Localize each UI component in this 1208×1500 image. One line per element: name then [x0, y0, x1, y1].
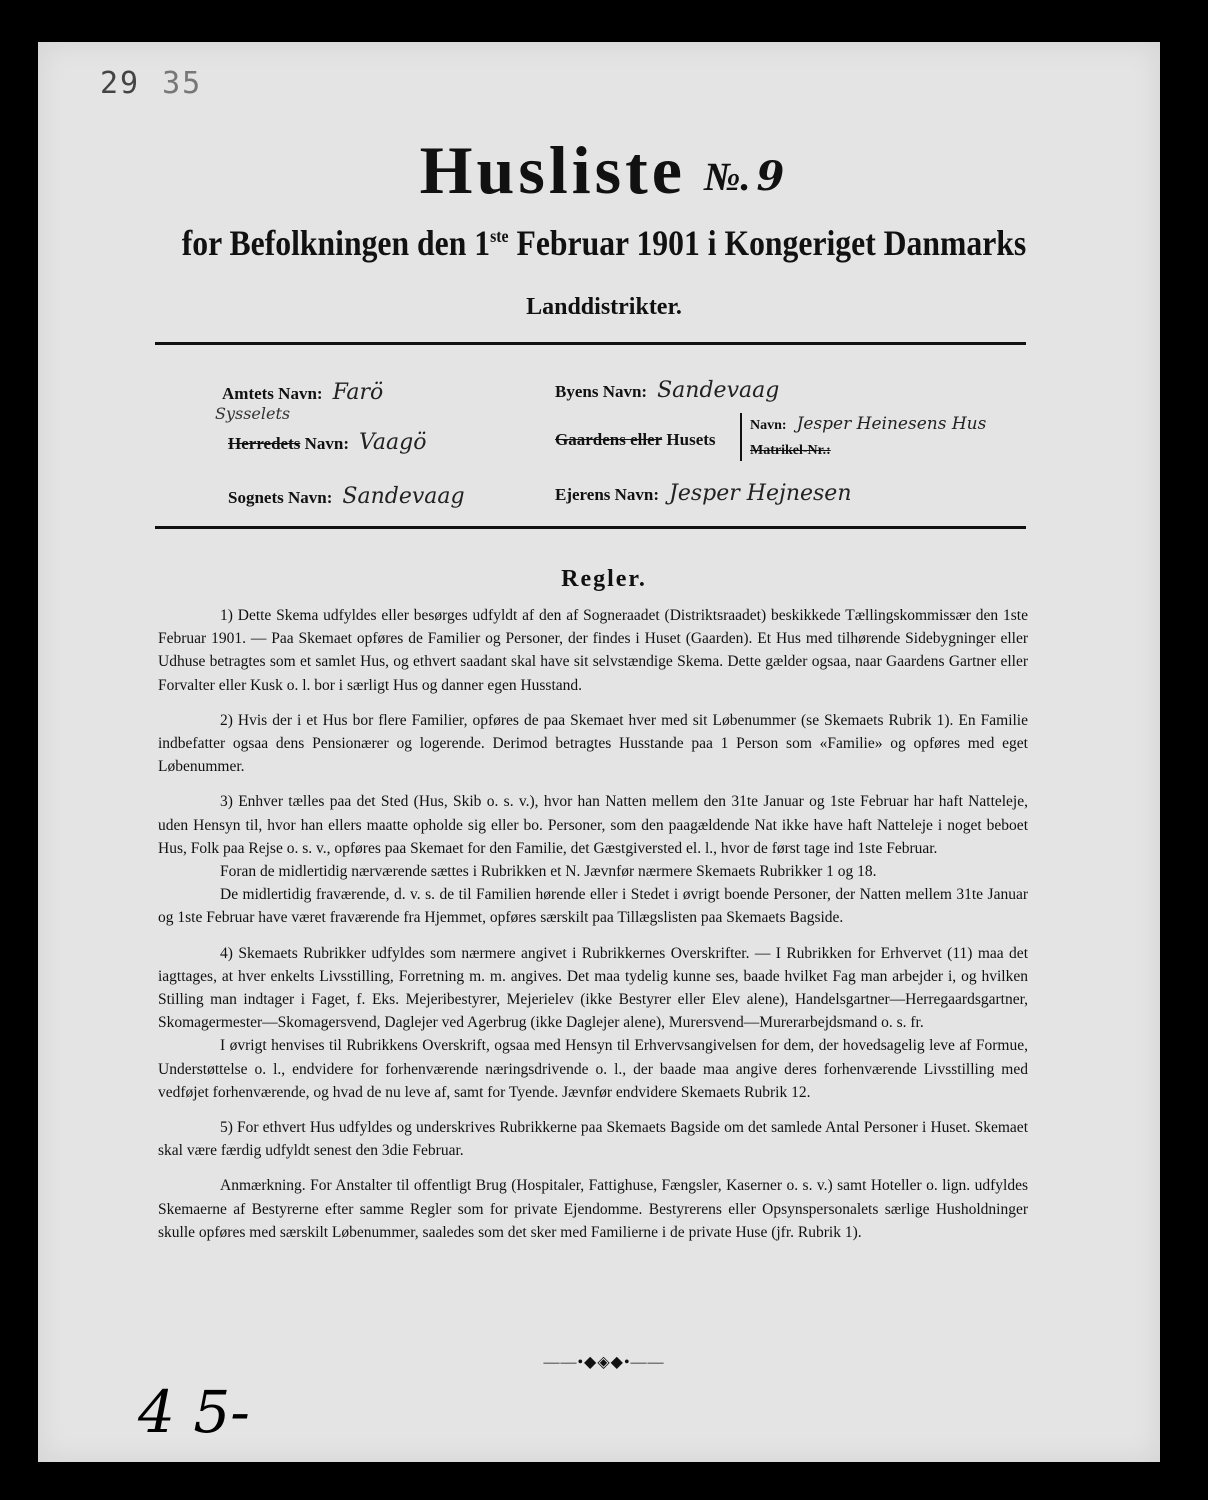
- husets-label: Husets: [666, 430, 716, 449]
- rule-4b-text: I øvrigt henvises til Rubrikkens Overskrift, ogsaa med Hensyn til Erhvervsangivelsen for dem, der hovedsagelig leve af Formue, Understøttelse o. l., endvidere for forhenværende næringsdrivende o. l., der baade maa angive deres forhenværende Livsstilling med vedføjet forhenværende, og hvad de nu leve af, samt for Tyende. Jævnfør endvidere Skemaets Rubrik 12.: [158, 1037, 1028, 1101]
- divider-top: [155, 342, 1026, 345]
- amt-label: Amtets Navn:: [222, 384, 323, 403]
- field-hus-navn: [750, 414, 986, 434]
- amt-value: Farö: [332, 380, 384, 405]
- rule-1-text: 1) Dette Skema udfyldes eller besørges udfyldt af den af Sogneraadet (Distriktsraadet) beskikkede Tællingskommissær den 1ste Februar 1901. — Paa Skemaet opføres de Familier og Personer, der findes i Huset (Gaarden). Et Hus med tilhørende Sidebygninger eller Udhuse betragtes som et samlet Hus, og ethvert saadant skal have sit selvstændige Skema. Dette gælder ogsaa, naar Gaardens Gartner eller Forvalter eller Kusk o. l. bor i særligt Hus og danner egen Husstand.: [158, 607, 1028, 694]
- handwritten-count: 4 5-: [138, 1378, 250, 1446]
- district-heading: Landdistrikter.: [526, 294, 682, 320]
- rule-paragraph: [158, 790, 1028, 860]
- archive-number-2: 35: [162, 66, 203, 101]
- rule-paragraph: [158, 1116, 1028, 1162]
- rule-4-text: 4) Skemaets Rubrikker udfyldes som nærmere angivet i Rubrikkernes Overskrifter. — I Rubrikken for Erhvervet (11) maa det iagttages, at hver enkelts Livsstilling, Forretning m. m. angives. Det maa tydelig kunne ses, baade hvilket Fag man arbejder i, og hvilken Stilling man indtager i Faget, f. Eks. Mejeribestyrer, Mejerielev (ikke Bestyrer eller Elev alene), Handelsgartner—Herregaardsgartner, Skomagermester—Skomagersvend, Daglejer ved Agerbrug (ikke Daglejer alene), Murersvend—Murerarbejdsmand o. s. fr.: [158, 944, 1028, 1032]
- sogn-label: Sognets Navn:: [228, 488, 333, 507]
- rule-3c-text: De midlertidig fraværende, d. v. s. de til Familien hørende eller i Stedet i øvrigt boende Personer, der Natten mellem 31te Januar og 1ste Februar have været fraværende fra Hjemmet, opføres særskilt paa Tillægslisten paa Skemaets Bagside.: [158, 886, 1028, 927]
- note-text: Anmærkning. For Anstalter til offentligt Brug (Hospitaler, Fattighuse, Fængsler, Kaserner o. s. v.) samt Hoteller o. lign. udfyldes Skemaerne af Bestyrerne efter samme Regler som for private Ejendomme. Bestyrerens eller Opsynspersonalets særlige Husholdninger skulle opføres med særskilt Løbenummer, saaledes som det sker med Familierne i de private Huse (jfr. Rubrik 1).: [158, 1177, 1028, 1241]
- rule-5-text: 5) For ethvert Hus udfyldes og underskrives Rubrikkerne paa Skemaets Bagside om det samlede Antal Personer i Huset. Skemaet skal være færdig udfyldt senest den 3die Februar.: [158, 1119, 1028, 1160]
- divider-bottom: [155, 526, 1026, 529]
- herred-label-struck: Herredets: [228, 434, 301, 453]
- subtitle-part-1: for Befolkningen den 1: [181, 223, 491, 263]
- rule-paragraph: [158, 883, 1028, 929]
- note-paragraph: [158, 1174, 1028, 1244]
- archive-number-1: 29: [100, 66, 141, 101]
- ejer-value: Jesper Hejnesen: [669, 481, 852, 506]
- field-by: [555, 378, 779, 403]
- hus-navn-label: Navn:: [750, 418, 787, 433]
- matrikel-label-struck: Matrikel-Nr.:: [750, 443, 831, 458]
- field-matrikel: [750, 443, 831, 459]
- rule-paragraph: [158, 604, 1028, 697]
- bracket-line: [740, 413, 742, 461]
- field-ejer: [555, 481, 851, 506]
- ornament-divider: ——•◆◈◆•——: [543, 1354, 665, 1371]
- rule-paragraph: [158, 942, 1028, 1035]
- rule-3b-text: Foran de midlertidig nærværende sættes i Rubrikken et N. Jævnfør nærmere Skemaets Rubrikker 1 og 18.: [220, 863, 877, 881]
- page-subtitle: [72, 222, 1135, 264]
- archive-numbers: [100, 66, 202, 101]
- herred-label: Navn:: [304, 434, 350, 453]
- gaard-label-struck: Gaardens eller: [555, 430, 663, 449]
- rule-paragraph: [158, 860, 1028, 883]
- rule-2-text: 2) Hvis der i et Hus bor flere Familier, opføres de paa Skemaet hver med sit Løbenummer (se Skemaets Rubrik 1). En Familie indbefatter ogsaa dens Pensionærer og logerende. Derimod betragtes Husstande paa 1 Person som «Familie» og opføres med eget Løbenummer.: [158, 711, 1028, 776]
- sogn-value: Sandevaag: [342, 484, 465, 509]
- rule-3-text: 3) Enhver tælles paa det Sted (Hus, Skib o. s. v.), hvor han Natten mellem den 31te Januar og 1ste Februar har haft Natteleje, uden Hensyn til, hvor han ellers maatte opholde sig eller bo. Personer, som den paagældende Nat ikke have haft Natteleje i noget beboet Hus, Folk paa Rejse o. s. v., opføres paa Skemaet for den Familie, det Gæstgiversted el. l., hvor de først tage ind 1ste Februar.: [158, 793, 1028, 857]
- field-sogn: [228, 484, 465, 509]
- number-label: №.: [703, 154, 751, 200]
- herred-value: Vaagö: [359, 430, 427, 455]
- rule-paragraph: [158, 1034, 1028, 1104]
- title-text: Husliste: [419, 132, 686, 208]
- field-amt: [222, 380, 383, 405]
- ejer-label: Ejerens Navn:: [555, 485, 660, 504]
- by-label: Byens Navn:: [555, 382, 648, 401]
- rule-paragraph: [158, 709, 1028, 779]
- subtitle-part-2: Februar 1901 i Kongeriget Danmarks: [508, 223, 1027, 263]
- hus-navn-value: Jesper Heinesens Hus: [796, 414, 987, 434]
- rules-body: [158, 604, 1028, 1256]
- by-value: Sandevaag: [657, 378, 780, 403]
- number-value: 9: [756, 153, 789, 201]
- field-gaard: [555, 430, 716, 450]
- subtitle-sup: ste: [490, 226, 509, 246]
- page-title: [0, 130, 1208, 217]
- rules-heading: Regler.: [561, 566, 647, 592]
- field-herred: [228, 430, 426, 455]
- herred-above-text: Sysselets: [215, 404, 291, 423]
